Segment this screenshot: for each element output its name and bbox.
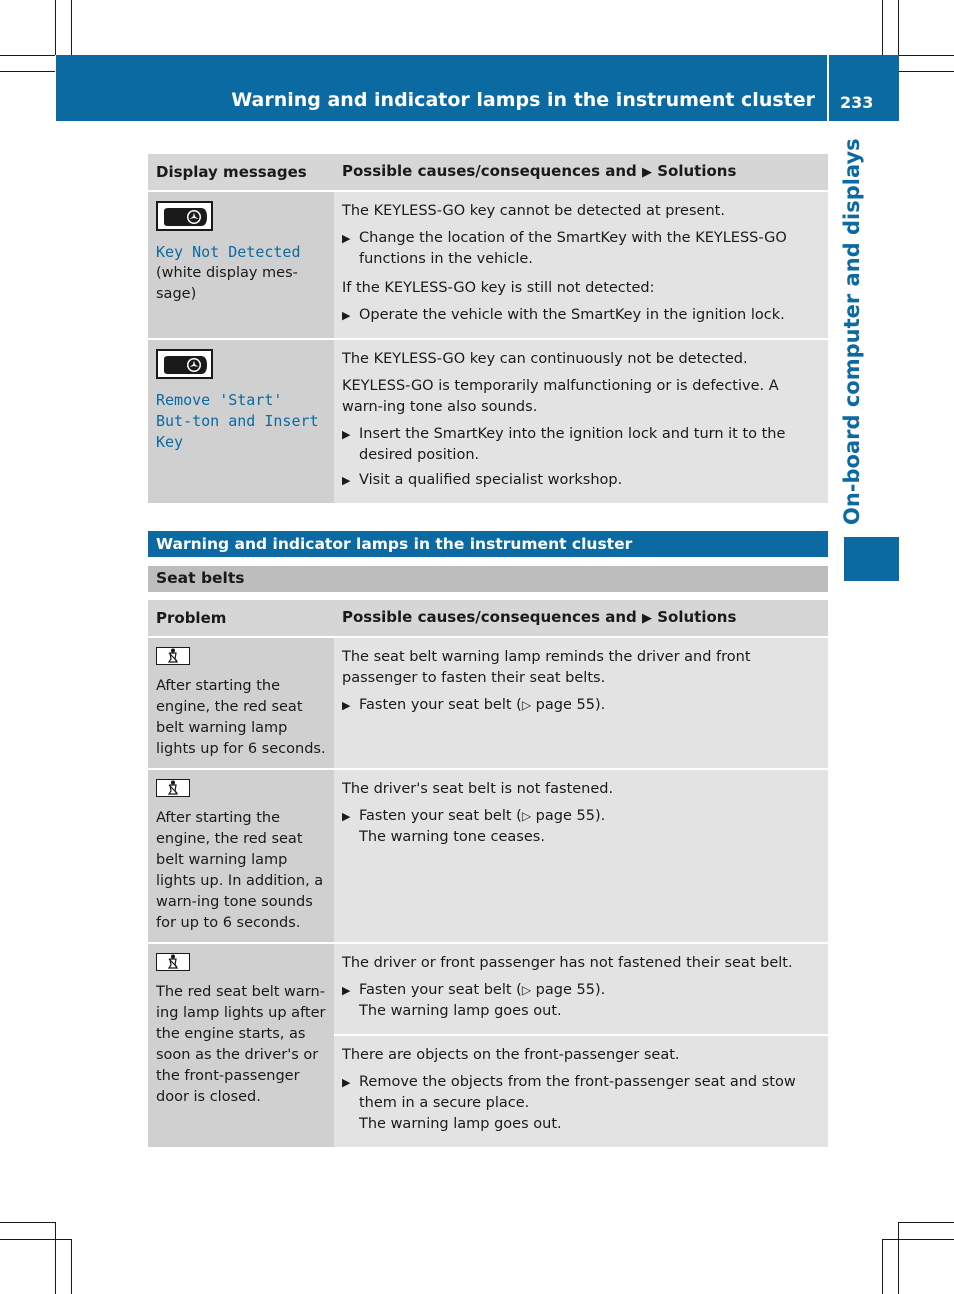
crop-mark: [0, 1239, 71, 1240]
column-header: Possible causes/consequences and ▶ Solutions: [334, 600, 828, 637]
solution-item: ▶ Insert the SmartKey into the ignition lock and turn it to the desired position.: [342, 426, 786, 463]
crop-mark: [55, 0, 56, 55]
problem-text: After starting the engine, the red seat belt warning lamp lights up. In addition, a warn-ing tone sounds for up to 6 seconds.: [156, 810, 324, 931]
smartkey-icon: [156, 349, 213, 379]
crop-mark: [899, 1222, 954, 1223]
cause-text: There are objects on the front-passenger seat.: [342, 1047, 680, 1063]
seat-belt-icon: [156, 953, 190, 971]
table-row: [148, 191, 828, 339]
crop-mark: [55, 1222, 56, 1294]
crop-mark: [71, 1239, 72, 1294]
problem-text: After starting the engine, the red seat belt warning lamp lights up for 6 seconds.: [156, 678, 326, 757]
seat-belt-icon: [156, 779, 190, 797]
page-header: [56, 55, 899, 121]
column-header: Display messages: [148, 154, 334, 191]
side-tab-title: On-board computer and displays: [840, 138, 864, 525]
solution-item: ▶ Fasten your seat belt (▷ page 55).: [342, 697, 606, 713]
problem-text: The red seat belt warn-ing lamp lights up after the engine starts, as soon as the driver's or the front-passenger door is closed.: [156, 984, 326, 1105]
crop-mark: [0, 1222, 55, 1223]
crop-mark: [882, 1239, 954, 1240]
cause-text: The KEYLESS-GO key can continuously not be detected.: [342, 351, 748, 367]
solution-item: ▶ Fasten your seat belt (▷ page 55). The warning lamp goes out.: [342, 982, 606, 1019]
crop-mark: [898, 1222, 899, 1294]
page-number: 233: [840, 93, 874, 112]
solution-item: ▶ Remove the objects from the front-passenger seat and stow them in a secure place. The warning lamp goes out.: [342, 1074, 796, 1132]
display-messages-table: [148, 154, 828, 503]
display-message: Remove 'Start' But-ton and Insert Key: [156, 391, 319, 451]
crop-mark: [882, 1239, 883, 1294]
crop-mark: [899, 71, 954, 72]
table-row: [148, 943, 828, 1035]
section-title: Warning and indicator lamps in the instrument cluster: [148, 531, 828, 557]
table-row: [148, 769, 828, 943]
table-row: [148, 339, 828, 503]
seat-belt-table: [148, 600, 828, 1147]
solution-item: ▶ Change the location of the SmartKey with the KEYLESS-GO functions in the vehicle.: [342, 230, 787, 267]
crop-mark: [0, 55, 55, 56]
table-row: [148, 637, 828, 769]
smartkey-icon: [156, 201, 213, 231]
crop-mark: [71, 0, 72, 55]
crop-mark: [0, 71, 55, 72]
subsection-title: Seat belts: [148, 566, 828, 592]
solution-item: ▶ Operate the vehicle with the SmartKey in the ignition lock.: [342, 307, 785, 323]
header-divider: [827, 55, 829, 121]
solution-item: ▶ Fasten your seat belt (▷ page 55). The warning tone ceases.: [342, 808, 606, 845]
crop-mark: [899, 55, 954, 56]
cause-text: The driver's seat belt is not fastened.: [342, 781, 614, 797]
column-header: Problem: [148, 600, 334, 637]
cause-text: The driver or front passenger has not fastened their seat belt.: [342, 955, 793, 971]
side-tab-marker: [844, 537, 899, 581]
cause-text: The KEYLESS-GO key cannot be detected at present.: [342, 203, 725, 219]
header-title: Warning and indicator lamps in the instrument cluster: [231, 89, 815, 111]
solution-item: ▶ Visit a qualified specialist workshop.: [342, 472, 623, 488]
message-note: (white display mes-sage): [156, 265, 298, 302]
crop-mark: [898, 0, 899, 55]
column-header: Possible causes/consequences and ▶ Solutions: [334, 154, 828, 191]
seat-belt-icon: [156, 647, 190, 665]
crop-mark: [882, 0, 883, 55]
display-message: Key Not Detected: [156, 243, 301, 261]
cause-text: KEYLESS-GO is temporarily malfunctioning or is defective. A warn-ing tone also sounds.: [342, 378, 779, 415]
cause-text: The seat belt warning lamp reminds the driver and front passenger to fasten their seat belts.: [342, 649, 751, 686]
cause-text: If the KEYLESS-GO key is still not detected:: [342, 280, 655, 296]
